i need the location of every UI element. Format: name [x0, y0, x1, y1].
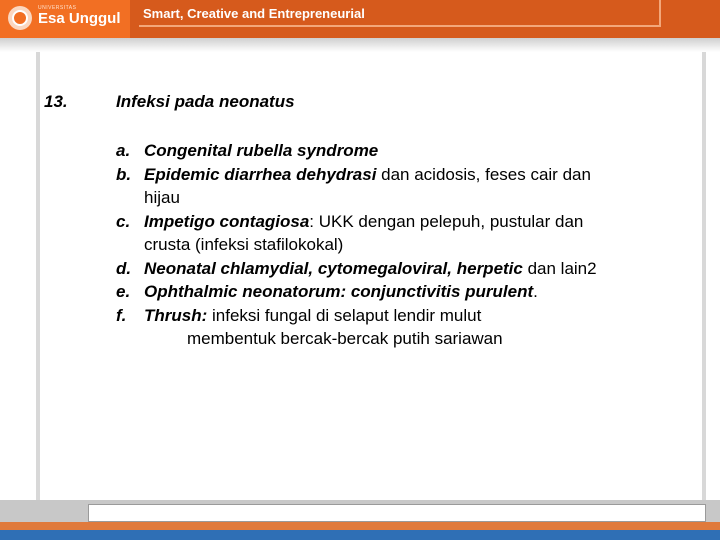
item-text: . [533, 282, 538, 301]
list-item [116, 257, 696, 281]
frame-right [702, 52, 706, 500]
list-item [116, 304, 696, 351]
item-term: Neonatal chlamydial, cytomegaloviral, herpetic [144, 258, 523, 278]
slide-number: 13. [44, 92, 68, 111]
logo-text: Esa Unggul [38, 10, 121, 27]
list-item [116, 210, 696, 257]
logo-subtitle: UNIVERSITAS [38, 5, 77, 11]
logo [0, 0, 130, 38]
item-letter: f. [116, 305, 127, 325]
item-letter: a. [116, 141, 131, 160]
footer-stripe [0, 530, 720, 540]
frame-left [36, 52, 40, 500]
item-text: : UKK dengan pelepuh, pustular dan [309, 211, 584, 231]
footer-accent [0, 522, 720, 530]
item-term: Ophthalmic neonatorum: conjunctivitis purulent [144, 282, 534, 301]
item-text: dan acidosis, feses cair dan [376, 164, 591, 184]
item-term: Thrush: [144, 305, 208, 325]
item-text: infeksi fungal di selaput lendir mulut [207, 305, 482, 325]
item-continuation: membentuk bercak-bercak putih sariawan [187, 329, 503, 348]
item-continuation: hijau [144, 188, 180, 207]
item-term: Epidemic diarrhea dehydrasi [144, 164, 377, 184]
infection-list [116, 139, 696, 351]
item-text: dan lain2 [522, 258, 597, 278]
item-letter: e. [116, 282, 131, 301]
university-emblem-icon [8, 6, 32, 30]
item-continuation: crusta (infeksi stafilokokal) [144, 235, 344, 254]
slide-title: Infeksi pada neonatus [116, 92, 295, 111]
item-term: Impetigo contagiosa [144, 211, 310, 231]
list-item [116, 163, 696, 210]
list-item [116, 280, 696, 304]
list-item [116, 139, 696, 163]
item-letter: c. [116, 211, 131, 231]
header-bar [0, 0, 720, 38]
item-letter: b. [116, 164, 132, 184]
header-shadow [0, 38, 720, 52]
item-term: Congenital rubella syndrome [144, 141, 379, 160]
footer-frame [88, 504, 706, 522]
tagline: Smart, Creative and Entrepreneurial [143, 6, 365, 21]
item-letter: d. [116, 258, 132, 278]
